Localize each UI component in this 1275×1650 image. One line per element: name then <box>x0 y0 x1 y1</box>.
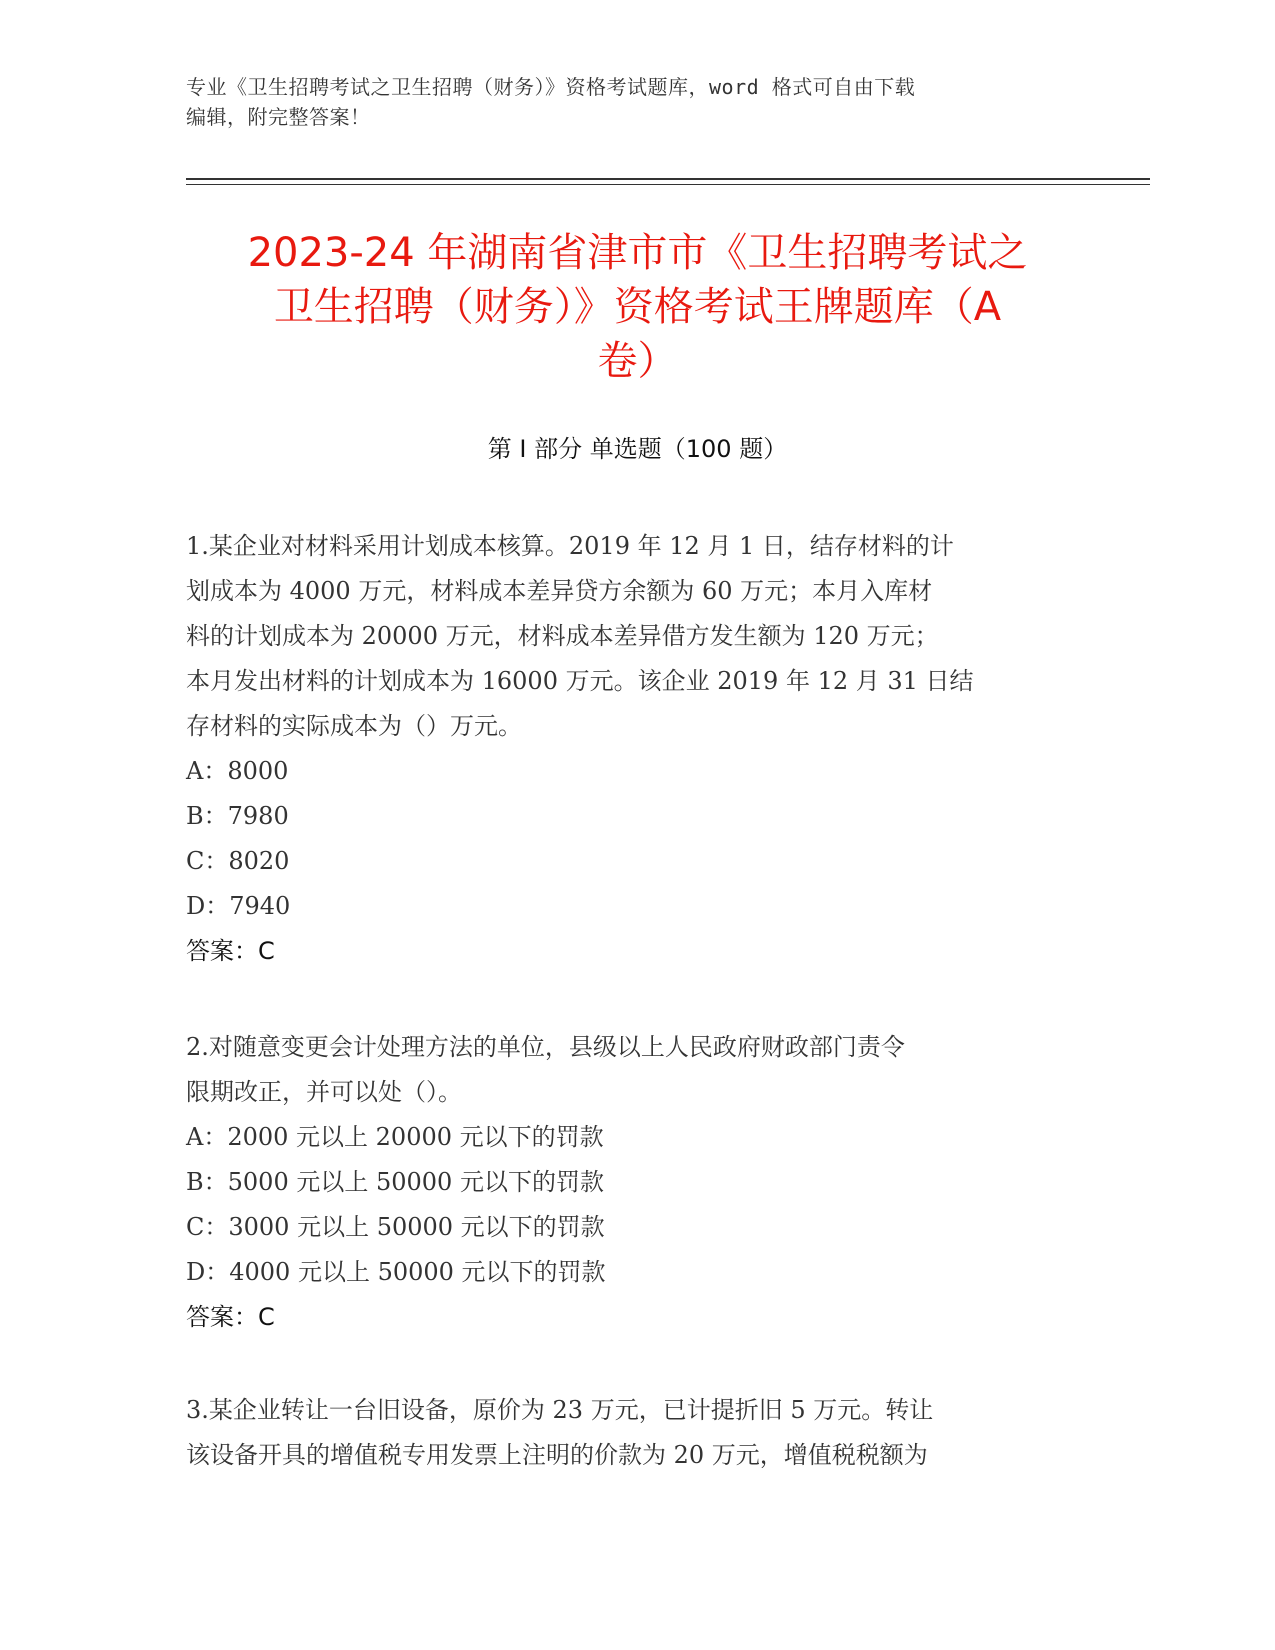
question-2-answer: 答案：C <box>186 1303 275 1331</box>
question-2-option-c: C：3000 元以上 50000 元以下的罚款 <box>186 1213 605 1241</box>
document-title-line-3: 卷） <box>597 338 678 384</box>
question-1-option-d: D：7940 <box>186 892 291 920</box>
header-note-line-1: 专业《卫生招聘考试之卫生招聘（财务）》资格考试题库，word 格式可自由下载 <box>186 75 916 99</box>
document-title <box>150 226 1125 388</box>
question-2-text-line-1: 2.对随意变更会计处理方法的单位，县级以上人民政府财政部门责令 <box>186 1033 905 1061</box>
header-divider-thin <box>186 184 1150 185</box>
question-1-option-b: B：7980 <box>186 802 289 830</box>
section-heading: 第 I 部分 单选题（100 题） <box>487 435 788 463</box>
header-divider-thick <box>186 178 1150 180</box>
document-title-line-2: 卫生招聘（财务）》资格考试王牌题库（A <box>273 284 1002 330</box>
question-1-option-c: C：8020 <box>186 847 290 875</box>
document-title-line-1: 2023-24 年湖南省津市市《卫生招聘考试之 <box>247 230 1028 276</box>
header-note-line-2: 编辑，附完整答案！ <box>186 105 371 129</box>
question-1-text-line-4: 本月发出材料的计划成本为 16000 万元。该企业 2019 年 12 月 31 日结 <box>186 667 974 695</box>
question-1 <box>186 524 1086 974</box>
question-2-text-line-2: 限期改正，并可以处（）。 <box>186 1078 462 1106</box>
question-3-text-line-1: 3.某企业转让一台旧设备，原价为 23 万元，已计提折旧 5 万元。转让 <box>186 1396 934 1424</box>
question-2-option-d: D：4000 元以上 50000 元以下的罚款 <box>186 1258 606 1286</box>
question-3-text-line-2: 该设备开具的增值税专用发票上注明的价款为 20 万元，增值税税额为 <box>186 1441 928 1469</box>
question-1-answer: 答案：C <box>186 937 275 965</box>
question-2 <box>186 1025 1086 1340</box>
question-2-option-b: B：5000 元以上 50000 元以下的罚款 <box>186 1168 604 1196</box>
question-3 <box>186 1388 1086 1478</box>
question-2-option-a: A：2000 元以上 20000 元以下的罚款 <box>186 1123 604 1151</box>
question-1-text-line-3: 料的计划成本为 20000 万元，材料成本差异借方发生额为 120 万元； <box>186 622 939 650</box>
header-note <box>186 72 1056 132</box>
question-1-text-line-2: 划成本为 4000 万元，材料成本差异贷方余额为 60 万元；本月入库材 <box>186 577 933 605</box>
question-1-option-a: A：8000 <box>186 757 289 785</box>
question-1-text-line-5: 存材料的实际成本为（）万元。 <box>186 712 522 740</box>
question-1-text-line-1: 1.某企业对材料采用计划成本核算。2019 年 12 月 1 日，结存材料的计 <box>186 532 954 560</box>
